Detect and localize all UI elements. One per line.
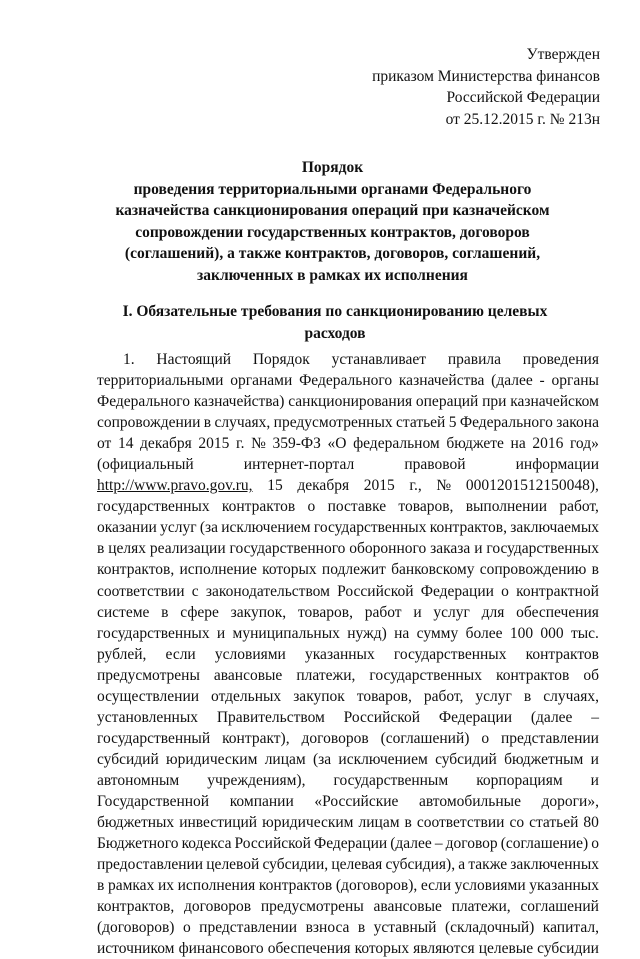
word: государственных	[313, 519, 427, 537]
word: об	[583, 666, 599, 684]
word: Российской	[337, 582, 414, 600]
word: правовой	[404, 456, 466, 474]
word: государственных	[369, 666, 482, 684]
word: Правительством	[216, 708, 325, 726]
word: рамках	[107, 877, 155, 895]
word: статьей	[529, 814, 579, 832]
approval-line: от 25.12.2015 г. № 213н	[445, 110, 600, 128]
word: исполнение	[179, 561, 257, 579]
word: от	[97, 435, 112, 453]
word: г.	[235, 435, 245, 453]
paragraph-line	[97, 791, 599, 812]
word: государственных	[97, 498, 210, 516]
word: –	[434, 835, 443, 853]
word: (далее	[390, 835, 432, 853]
word: и	[590, 750, 599, 768]
word: «О	[327, 435, 347, 453]
word: представлении	[501, 729, 599, 747]
word: автомобильные	[418, 792, 521, 810]
word: предоставлении	[97, 856, 204, 874]
word: являются	[413, 940, 475, 958]
word: (за	[312, 750, 332, 768]
word: банковскому	[391, 561, 475, 579]
word: Федерации	[313, 835, 388, 853]
word: которых	[262, 561, 317, 579]
word: о	[182, 919, 191, 937]
word: выполнении	[465, 498, 548, 516]
word: закона	[556, 414, 599, 432]
document-title	[95, 157, 570, 286]
word: 2016	[532, 435, 564, 453]
paragraph-line	[97, 559, 599, 580]
word: платежи,	[296, 666, 356, 684]
word: авансовые	[373, 898, 442, 916]
title-heading: Порядок	[301, 159, 364, 176]
word: взноса	[305, 919, 350, 937]
title-subtitle: проведения территориальными органами Федерального казначейства санкционирования операций при казначейском сопровождении государственных контрактов, договоров (соглашений), а также контрактов, договоров, соглашений, заключенных в рамках их исполнения	[115, 180, 550, 284]
word: и	[474, 540, 483, 558]
word: лицам	[358, 814, 400, 832]
word: на	[394, 624, 410, 642]
paragraph-line	[97, 496, 599, 517]
word: кодекса	[181, 835, 232, 853]
word: в	[357, 919, 366, 937]
word: бюджетных	[97, 814, 175, 832]
word: товаров,	[398, 498, 454, 516]
word: для	[481, 603, 505, 621]
word: (официальный	[97, 456, 194, 474]
word: казначейства)	[193, 393, 285, 411]
word: казначейства	[398, 372, 485, 390]
word: и	[216, 624, 226, 642]
word: Настоящий	[156, 351, 232, 368]
section-heading: I. Обязательные требования по санкционированию целевых расходов	[122, 303, 548, 342]
paragraph-line	[97, 686, 599, 707]
word: государственных	[97, 624, 210, 642]
word: бюджетным	[504, 750, 584, 768]
paragraph-line	[97, 433, 599, 454]
word: муниципальных	[232, 624, 340, 642]
word: исключением	[338, 750, 428, 768]
word: в	[523, 687, 532, 705]
word: органы	[551, 372, 599, 390]
word: органами	[230, 372, 293, 390]
word: осуществлении	[97, 687, 200, 705]
paragraph-line	[97, 602, 599, 623]
paragraph-line	[97, 728, 599, 749]
word: заказа	[430, 540, 471, 558]
word: (договоров),	[335, 877, 418, 895]
word: учреждениям),	[207, 771, 306, 789]
paragraph-line	[97, 917, 599, 938]
word: декабря	[297, 477, 350, 495]
paragraph-line	[97, 833, 599, 854]
paragraph-line	[97, 412, 599, 433]
word: также	[468, 856, 508, 874]
word: лицам	[264, 750, 306, 768]
paragraph-line	[97, 391, 599, 412]
word: 2015	[198, 435, 230, 453]
word: законодательством	[205, 582, 330, 600]
word: г.,	[409, 477, 422, 495]
word: договор	[445, 835, 498, 853]
word: 359-ФЗ	[272, 435, 321, 453]
word: контрактов,	[97, 561, 175, 579]
word: контрактов,	[429, 519, 507, 537]
word: о	[591, 835, 599, 853]
word: государственного	[229, 540, 346, 558]
word: 80	[583, 814, 599, 832]
word: (далее	[491, 372, 533, 390]
word: соответствии	[416, 814, 505, 832]
paragraph-line	[97, 812, 599, 833]
word: а	[458, 856, 466, 874]
word: в	[97, 877, 105, 895]
word: 5	[448, 414, 457, 432]
paragraph-line	[97, 370, 599, 391]
word: договоров	[301, 729, 369, 747]
word: –	[591, 708, 599, 726]
word: «Российские	[314, 792, 399, 810]
paragraph-line	[97, 538, 599, 559]
word: рублей,	[97, 645, 147, 663]
word: работ,	[423, 687, 464, 705]
word: санкционирования	[288, 393, 413, 411]
word: контрактов	[221, 498, 296, 516]
word: Федерации	[420, 582, 494, 600]
word: контрактов	[495, 666, 570, 684]
word: контрактов	[258, 877, 333, 895]
word: если	[420, 877, 452, 895]
word: закупок,	[230, 603, 287, 621]
word: Федерации	[438, 708, 513, 726]
word: (далее	[530, 708, 573, 726]
word: в	[591, 561, 599, 579]
word: бюджете	[446, 435, 504, 453]
word: авансовые	[213, 666, 283, 684]
word: (договоров)	[97, 919, 175, 937]
word: подлежит	[321, 561, 386, 579]
word: исполнения	[177, 877, 256, 895]
word: субсидий	[97, 750, 159, 768]
paragraph-line	[97, 517, 599, 538]
word: на	[510, 435, 526, 453]
word: интернет-портал	[243, 456, 355, 474]
word: 1.	[123, 351, 135, 368]
word: дороги»,	[541, 792, 599, 810]
word: правила	[447, 351, 501, 368]
word: закупок	[293, 687, 345, 705]
paragraph-line	[97, 770, 599, 791]
word: целях	[108, 540, 146, 558]
word: контракт),	[222, 729, 290, 747]
word: Порядок	[252, 351, 310, 368]
word: контрактов	[525, 645, 599, 663]
word: юридическим	[262, 814, 354, 832]
word: заключаемых	[510, 519, 599, 537]
word: 000	[540, 624, 564, 642]
word: Федерального	[97, 393, 191, 411]
word: соглашений	[520, 898, 599, 916]
word: реализации	[149, 540, 226, 558]
word: платежи,	[451, 898, 511, 916]
word: корпорациям	[476, 771, 563, 789]
word: оказании	[97, 519, 157, 537]
word: тыс.	[570, 624, 599, 642]
word: со	[509, 814, 525, 832]
word: 2015	[363, 477, 395, 495]
word: (соглашение)	[500, 835, 589, 853]
word: (складочный)	[444, 919, 535, 937]
word: оборонного	[349, 540, 427, 558]
word: нужд)	[347, 624, 387, 642]
word: территориальными	[97, 372, 224, 390]
word: товаров,	[297, 603, 353, 621]
word: установленных	[97, 708, 198, 726]
word: субсидий	[435, 750, 497, 768]
word: устанавливает	[331, 351, 427, 368]
word: о	[307, 498, 316, 516]
word: Федерального	[299, 372, 393, 390]
word: субсидии,	[262, 856, 329, 874]
word: уставный	[373, 919, 437, 937]
word: с	[191, 582, 199, 600]
word: капитал,	[542, 919, 599, 937]
word: проведения	[522, 351, 599, 368]
word: в	[97, 540, 105, 558]
paragraph-line	[97, 707, 599, 728]
word: (соглашений)	[380, 729, 470, 747]
word: 100	[509, 624, 534, 642]
word: 14	[117, 435, 134, 453]
word: услуг	[475, 687, 512, 705]
paragraph-line	[97, 665, 599, 686]
approval-line: Утвержден	[526, 46, 600, 63]
word: исключением	[221, 519, 311, 537]
word: работ,	[559, 498, 599, 516]
word: год»	[569, 435, 599, 453]
word: 0001201512150048),	[465, 477, 599, 495]
paragraph-line	[97, 623, 599, 644]
word: Государственной	[97, 792, 210, 810]
word: юридическим	[166, 750, 258, 768]
word: -	[539, 372, 545, 390]
word: (за	[199, 519, 218, 537]
word: случаях,	[214, 414, 271, 432]
word: инвестиций	[179, 814, 258, 832]
word: при	[482, 393, 507, 411]
word: №	[251, 435, 266, 453]
paragraph-line	[97, 854, 599, 875]
word: предусмотрены	[260, 898, 364, 916]
word: представлении	[199, 919, 298, 937]
word: договоров	[183, 898, 252, 916]
word: №	[436, 477, 452, 495]
word: системе	[97, 603, 150, 621]
word: целевая	[331, 856, 383, 874]
word: информации	[515, 456, 599, 474]
word: декабря	[140, 435, 192, 453]
word: о	[501, 582, 509, 600]
word: которых	[354, 940, 410, 958]
word: и	[590, 771, 599, 789]
word: целевые	[478, 940, 534, 958]
word: условиями	[214, 645, 286, 663]
word: сопровождении	[97, 414, 201, 432]
word: статьей	[396, 414, 446, 432]
word: соответствии	[97, 582, 185, 600]
word: в	[404, 814, 412, 832]
word: государственных	[393, 645, 507, 663]
paragraph-line	[97, 454, 599, 475]
word: 15	[267, 477, 283, 495]
paragraph-line	[97, 349, 599, 370]
paragraph-line	[97, 475, 599, 496]
word: государственным	[333, 771, 449, 789]
word: услуг	[433, 603, 470, 621]
word: указанных	[529, 877, 599, 895]
word: и	[413, 603, 422, 621]
word: их	[157, 877, 174, 895]
paragraph-line	[97, 749, 599, 770]
approval-stamp	[372, 44, 600, 130]
word: операций	[415, 393, 479, 411]
word: предусмотренных	[273, 414, 393, 432]
word: товаров,	[356, 687, 412, 705]
word: если	[165, 645, 196, 663]
word: в	[203, 414, 212, 432]
word: финансового	[178, 940, 264, 958]
approval-line: приказом Министерства финансов	[372, 67, 600, 85]
word: предусмотрены	[97, 666, 200, 684]
word: условиями	[454, 877, 526, 895]
word: обеспечения	[267, 940, 351, 958]
word: сфере	[180, 603, 219, 621]
word: компании	[229, 792, 294, 810]
url-link: http://www.pravo.gov.ru,	[97, 477, 253, 495]
word: источником	[97, 940, 175, 958]
word: в	[161, 603, 169, 621]
word: отдельных	[211, 687, 282, 705]
word: обеспечения	[516, 603, 599, 621]
word: более	[465, 624, 503, 642]
paragraph-line	[97, 581, 599, 602]
word: Федерального	[459, 414, 553, 432]
paragraph-line	[97, 875, 599, 896]
paragraph-body	[97, 349, 599, 959]
paragraph-line	[97, 896, 599, 917]
word: федеральном	[353, 435, 440, 453]
paragraph-line	[97, 938, 599, 959]
word: Бюджетного	[97, 835, 179, 853]
word: указанных	[305, 645, 375, 663]
word: целевой	[206, 856, 260, 874]
word: сопровождению	[479, 561, 587, 579]
word: контрактов,	[97, 898, 175, 916]
word: автономным	[97, 771, 180, 789]
word: услуг	[160, 519, 197, 537]
word: субсидия),	[385, 856, 456, 874]
word: о	[481, 729, 490, 747]
word: Российской	[234, 835, 311, 853]
word: государственных	[486, 540, 599, 558]
word: Российской	[343, 708, 421, 726]
word: работ	[364, 603, 402, 621]
paragraph-line	[97, 644, 599, 665]
word: поставке	[327, 498, 387, 516]
word: заключенных	[510, 856, 599, 874]
word: субсидии	[537, 940, 599, 958]
approval-line: Российской Федерации	[446, 89, 600, 106]
word: казначейском	[510, 393, 599, 411]
word: сумму	[416, 624, 459, 642]
word: государственный	[97, 729, 211, 747]
word: контрактной	[516, 582, 599, 600]
word: случаях,	[543, 687, 599, 705]
